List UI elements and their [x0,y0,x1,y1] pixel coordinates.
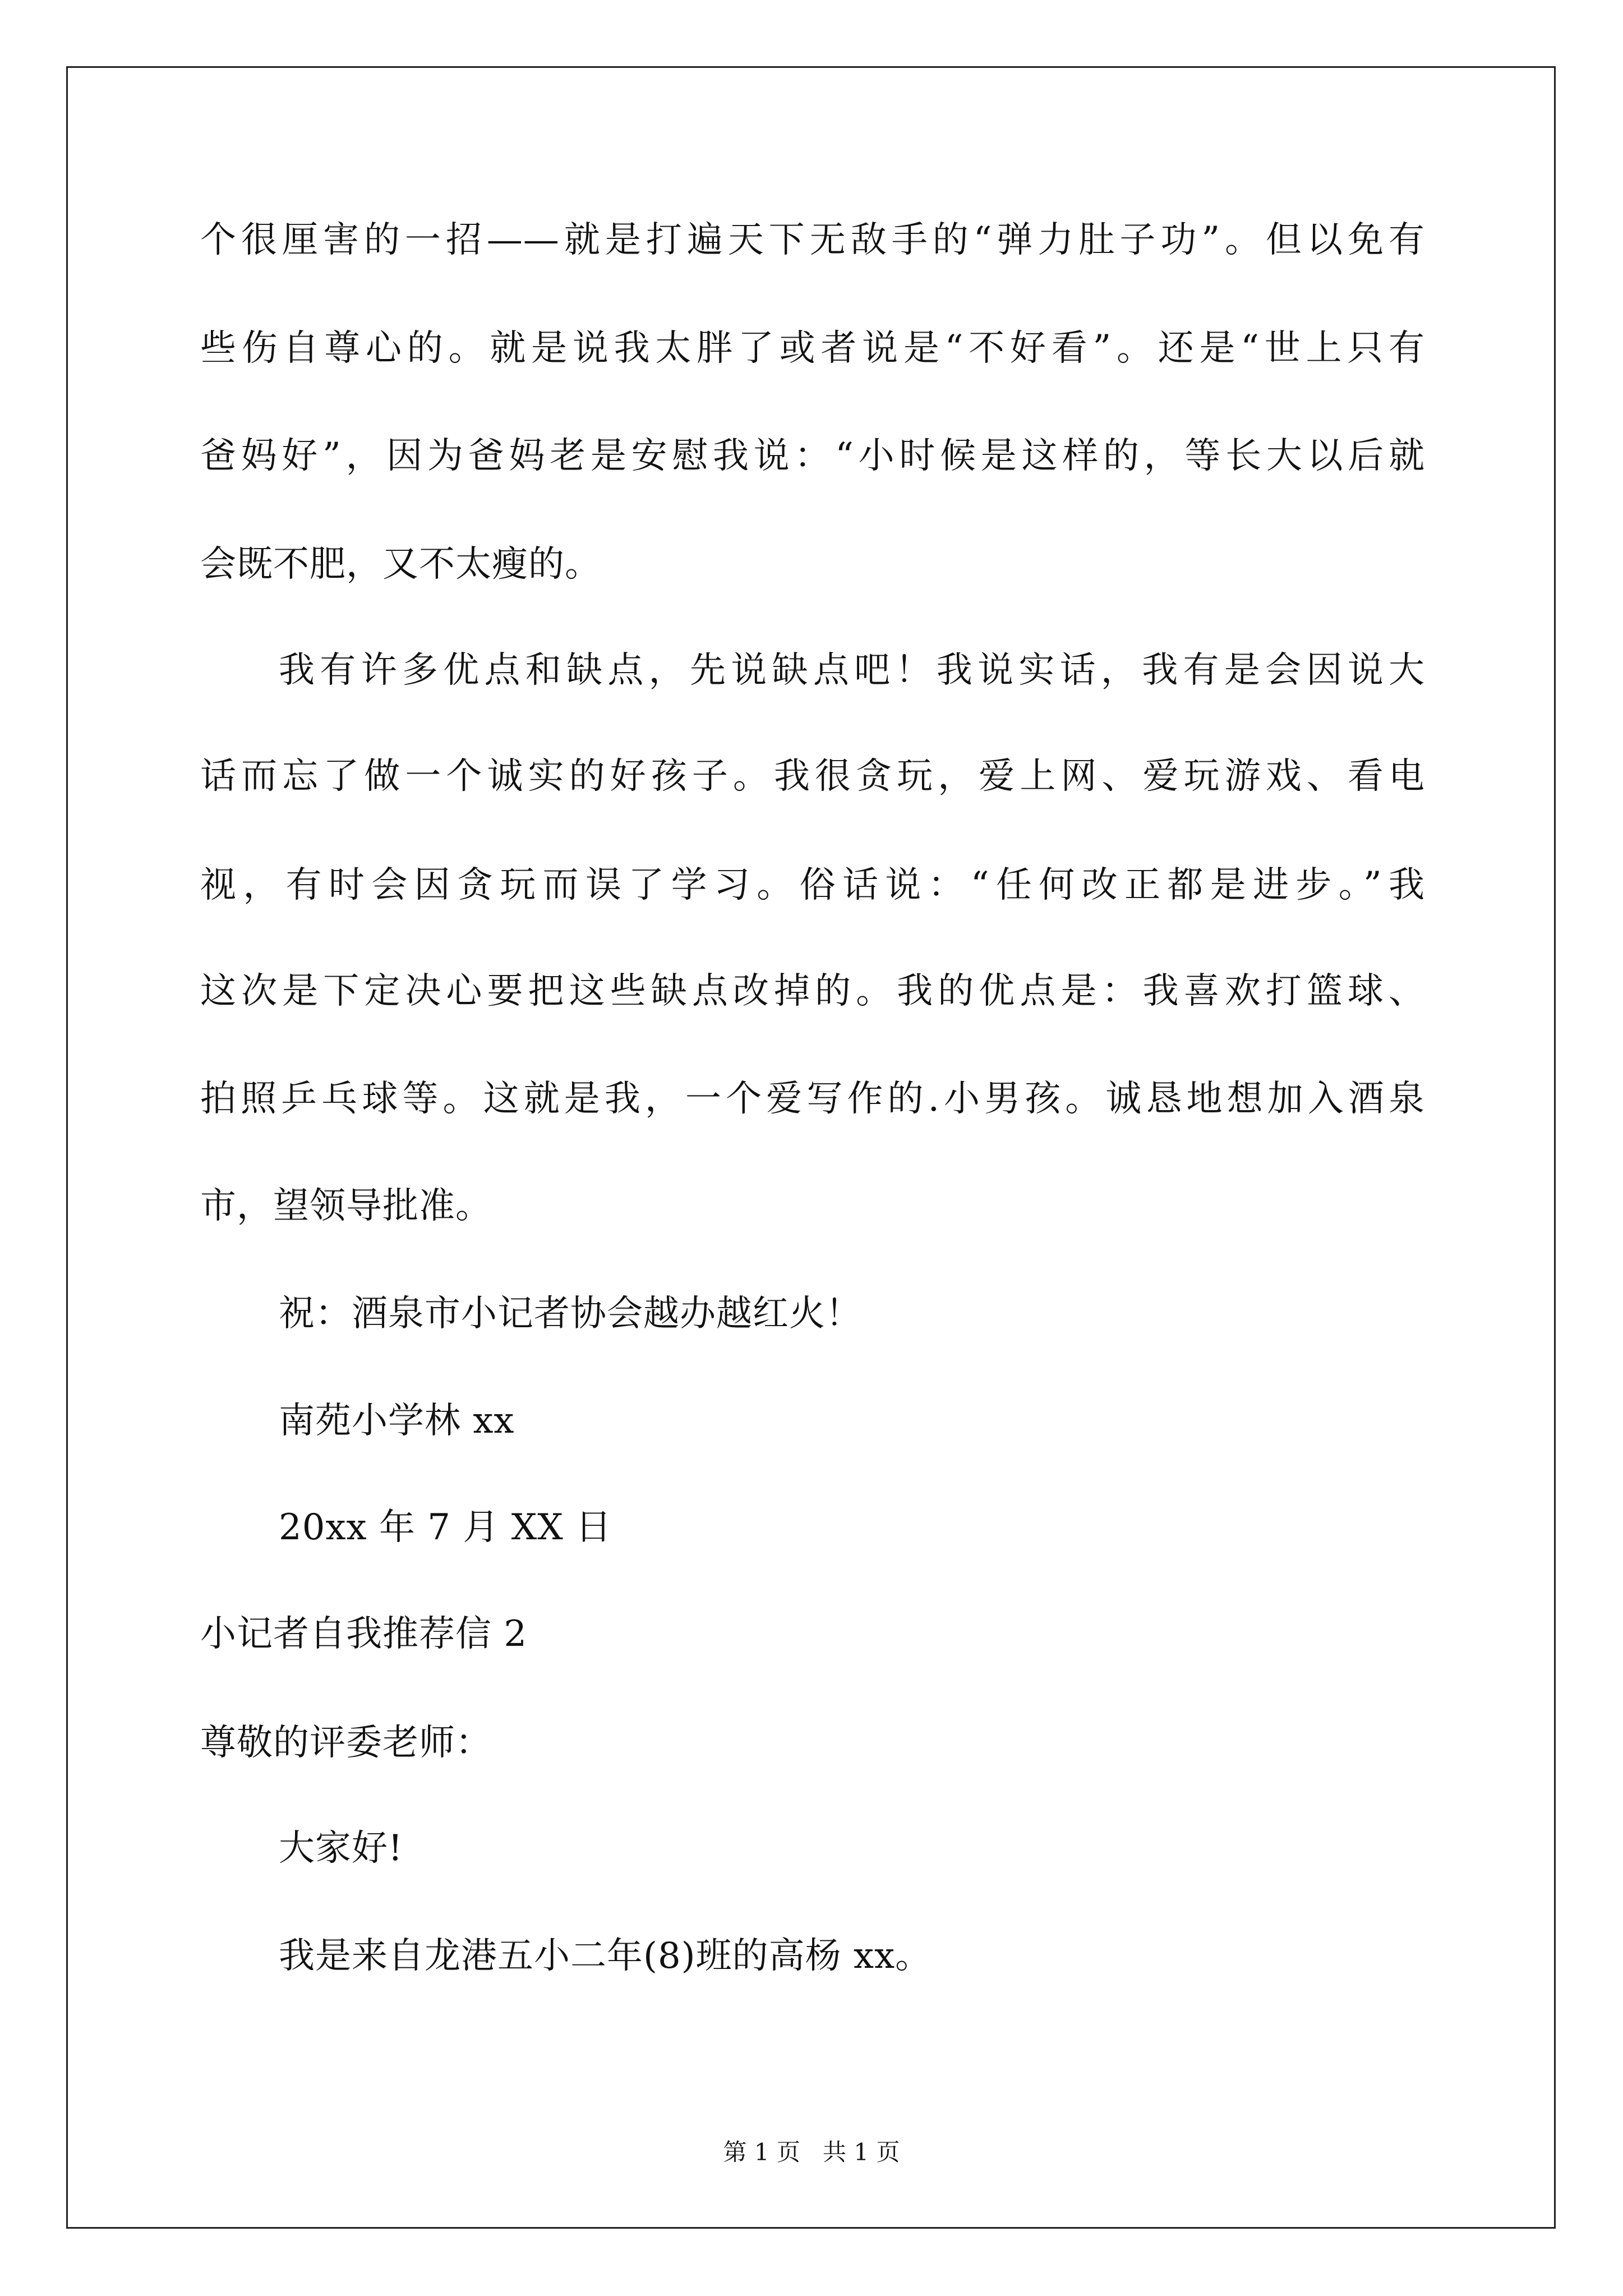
body-line-7: 视，有时会因贪玩而误了学习。俗话说：“任何改正都是进步。”我 [200,864,1425,906]
section-title: 小记者自我推荐信 2 [200,1613,528,1655]
closing-wish: 祝：酒泉市小记者协会越办越红火！ [279,1293,862,1335]
body-line-3: 爸妈好”，因为爸妈老是安慰我说：“小时候是这样的，等长大以后就 [200,435,1425,477]
signature-name: 南苑小学林 xx [279,1400,515,1442]
body-line-9: 拍照乒乓球等。这就是我，一个爱写作的.小男孩。诚恳地想加入酒泉 [200,1078,1425,1120]
page-border [66,66,1556,2229]
body-line-10: 市，望领导批准。 [200,1185,492,1227]
signature-date: 20xx 年 7 月 XX 日 [279,1507,612,1548]
body-line-8: 这次是下定决心要把这些缺点改掉的。我的优点是：我喜欢打篮球、 [200,970,1425,1012]
page-footer: 第 1 页 共 1 页 [723,2138,900,2166]
greeting: 大家好! [279,1828,403,1869]
body-line-4: 会既不肥，又不太瘦的。 [200,544,601,585]
intro-line: 我是来自龙港五小二年(8)班的高杨 xx。 [279,1935,932,1977]
salutation: 尊敬的评委老师： [200,1722,492,1764]
body-line-2: 些伤自尊心的。就是说我太胖了或者说是“不好看”。还是“世上只有 [200,328,1425,369]
body-line-5: 我有许多优点和缺点，先说缺点吧！我说实话，我有是会因说大 [279,650,1425,691]
body-line-6: 话而忘了做一个诚实的好孩子。我很贪玩，爱上网、爱玩游戏、看电 [200,756,1425,797]
body-line-1: 个很厘害的一招——就是打遍天下无敌手的“弹力肚子功”。但以免有 [200,219,1425,261]
